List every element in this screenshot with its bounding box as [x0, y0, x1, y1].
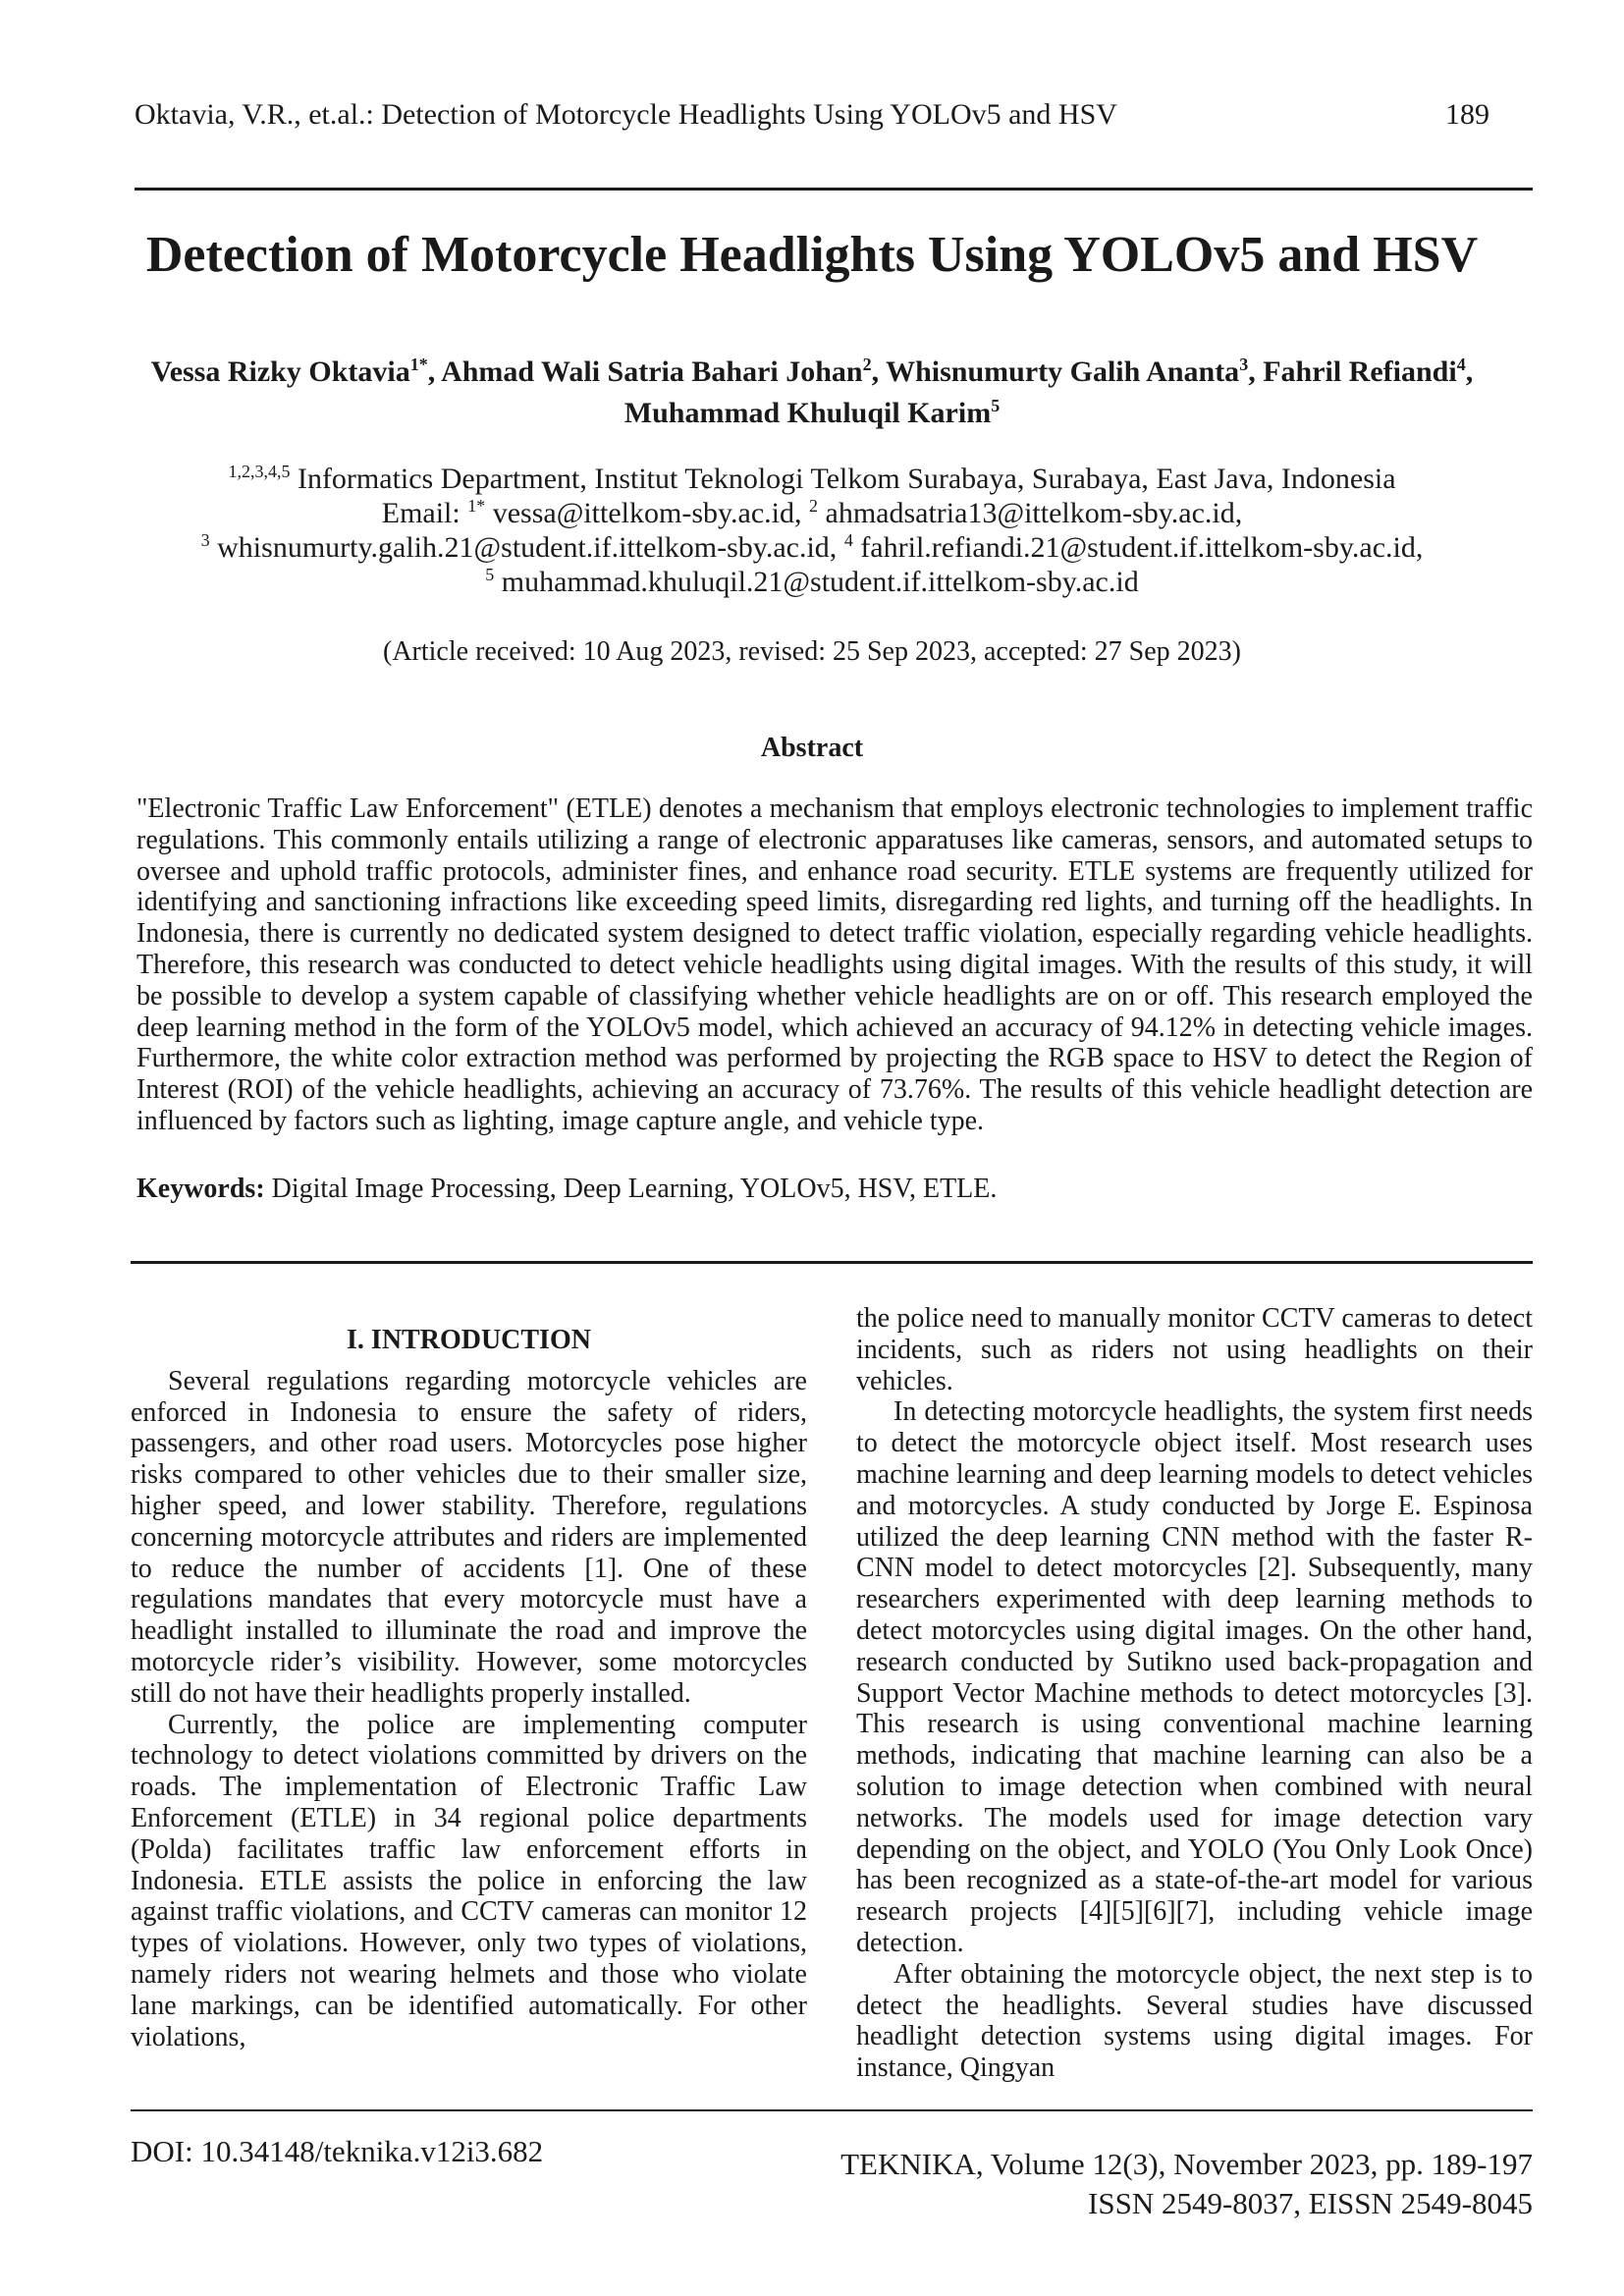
email-sup: 4 — [843, 530, 853, 550]
affiliation-sup: 1,2,3,4,5 — [228, 462, 291, 481]
affiliation-text: Informatics Department, Institut Teknologi Telkom Surabaya, Surabaya, East Java, Indonesia — [297, 463, 1396, 495]
body-paragraph: the police need to manually monitor CCTV cameras to detect incidents, such as riders not using headlights on their vehicles. — [856, 1303, 1533, 1396]
email-link[interactable]: fahril.refiandi.21@student.if.ittelkom-sby.ac.id, — [860, 531, 1424, 564]
affiliation-block — [128, 462, 1496, 599]
email-link[interactable]: ahmadsatria13@ittelkom-sby.ac.id, — [825, 497, 1243, 529]
author-sup: 2 — [862, 355, 872, 374]
left-column — [131, 1325, 807, 2052]
article-dates: (Article received: 10 Aug 2023, revised: 25 Sep 2023, accepted: 27 Sep 2023) — [383, 636, 1241, 667]
journal-citation: TEKNIKA, Volume 12(3), November 2023, pp. 189-197 — [840, 2147, 1533, 2181]
keywords-label: Keywords: — [136, 1174, 265, 1204]
paper-title: Detection of Motorcycle Headlights Using YOLOv5 and HSV — [145, 227, 1479, 283]
abstract-heading: Abstract — [760, 733, 864, 763]
body-paragraph: In detecting motorcycle headlights, the system first needs to detect the motorcycle object itself. Most research uses machine learning and deep learning models to detect vehicles and motorcycles. A study conducted by Jorge E. Espinosa utilized the deep learning CNN method with the faster R-CNN model to detect motorcycles [2]. Subsequently, many researchers experimented with deep learning methods to detect motorcycles using digital images. On the other hand, research conducted by Sutikno used back-propagation and Support Vector Machine methods to detect motorcycles [3]. This research is using conventional machine learning methods, indicating that machine learning can also be a solution to image detection when combined with neural networks. The models used for image detection vary depending on the object, and YOLO (You Only Look Once) has been recognized as a state-of-the-art model for various research projects [4][5][6][7], including vehicle image detection. — [856, 1396, 1533, 1958]
keywords-text: Digital Image Processing, Deep Learning, YOLOv5, HSV, ETLE. — [271, 1174, 998, 1204]
author-sep: , — [871, 355, 887, 388]
email-link[interactable]: muhammad.khuluqil.21@student.if.ittelkom-sby.ac.id — [501, 566, 1139, 598]
email-sup: 2 — [809, 496, 819, 516]
author-name: Vessa Rizky Oktavia — [150, 355, 410, 388]
email-sup: 5 — [485, 565, 495, 584]
author-name: Ahmad Wali Satria Bahari Johan — [441, 355, 863, 388]
body-paragraph: Several regulations regarding motorcycle vehicles are enforced in Indonesia to ensure the safety of riders, passengers, and other road users. Motorcycles pose higher risks compared to other vehicles due to their smaller size, higher speed, and lower stability. Therefore, regulations concerning motorcycle attributes and riders are implemented to reduce the number of accidents [1]. One of these regulations mandates that every motorcycle must have a headlight installed to illuminate the road and improve the motorcycle rider’s visibility. However, some motorcycles still do not have their headlights properly installed. — [131, 1365, 807, 1709]
page-number: 189 — [1445, 98, 1489, 131]
email-sup: 1* — [467, 496, 486, 516]
author-sep: , — [427, 355, 442, 388]
doi[interactable]: DOI: 10.34148/teknika.v12i3.682 — [131, 2134, 544, 2168]
body-paragraph: Currently, the police are implementing computer technology to detect violations committed by drivers on the roads. The implementation of Electronic Traffic Law Enforcement (ETLE) in 34 regional police departments (Polda) facilitates traffic law enforcement efforts in Indonesia. ETLE assists the police in enforcing the law against traffic violations, and CCTV cameras can monitor 12 types of violations. However, only two types of violations, namely riders not wearing helmets and those who violate lane markings, can be identified automatically. For other violations, — [131, 1709, 807, 2052]
affiliation-line — [128, 462, 1496, 496]
author-name: Muhammad Khuluqil Karim — [623, 397, 992, 429]
author-sep: , — [1248, 355, 1264, 388]
right-column — [856, 1303, 1533, 2084]
email-link[interactable]: vessa@ittelkom-sby.ac.id, — [492, 497, 802, 529]
author-sup: 5 — [991, 396, 1001, 415]
email-link[interactable]: whisnumurty.galih.21@student.if.ittelkom-sby.ac.id, — [217, 531, 838, 564]
journal-info — [840, 2145, 1533, 2223]
running-head: Oktavia, V.R., et.al.: Detection of Motorcycle Headlights Using YOLOv5 and HSV — [135, 98, 1117, 131]
author-sep: , — [1465, 355, 1474, 388]
author-name: Whisnumurty Galih Ananta — [886, 355, 1240, 388]
body-paragraph: After obtaining the motorcycle object, the next step is to detect the headlights. Several studies have discussed headlight detection systems using digital images. For instance, Qingyan — [856, 1958, 1533, 2084]
email-line — [128, 565, 1496, 599]
email-sup: 3 — [200, 530, 210, 550]
keywords-line — [136, 1174, 1533, 1205]
email-line — [128, 496, 1496, 530]
issn: ISSN 2549-8037, EISSN 2549-8045 — [1088, 2186, 1533, 2220]
author-sup: 4 — [1456, 355, 1466, 374]
footer-rule — [131, 2109, 1533, 2111]
header-rule — [135, 188, 1533, 191]
email-label: Email: — [381, 497, 468, 529]
section-rule — [131, 1261, 1533, 1264]
email-line — [128, 530, 1496, 565]
abstract-text: "Electronic Traffic Law Enforcement" (ETLE) denotes a mechanism that employs electronic technologies to implement traffic regulations. This commonly entails utilizing a range of electronic apparatuses like cameras, sensors, and automated setups to oversee and uphold traffic protocols, administer fines, and enhance road security. ETLE systems are frequently utilized for identifying and sanctioning infractions like exceeding speed limits, disregarding red lights, and turning off the headlights. In Indonesia, there is currently no dedicated system designed to detect traffic violation, especially regarding vehicle headlights. Therefore, this research was conducted to detect vehicle headlights using digital images. With the results of this study, it will be possible to develop a system capable of classifying whether vehicle headlights are on or off. This research employed the deep learning method in the form of the YOLOv5 model, which achieved an accuracy of 94.12% in detecting vehicle images. Furthermore, the white color extraction method was performed by projecting the RGB space to HSV to detect the Region of Interest (ROI) of the vehicle headlights, achieving an accuracy of 73.76%. The results of this vehicle headlight detection are influenced by factors such as lighting, image capture angle, and vehicle type. — [136, 793, 1533, 1136]
author-name: Fahril Refiandi — [1263, 355, 1457, 388]
author-sup: 1* — [409, 355, 428, 374]
section-heading: I. INTRODUCTION — [347, 1325, 591, 1355]
author-sup: 3 — [1239, 355, 1249, 374]
author-list — [128, 352, 1496, 434]
